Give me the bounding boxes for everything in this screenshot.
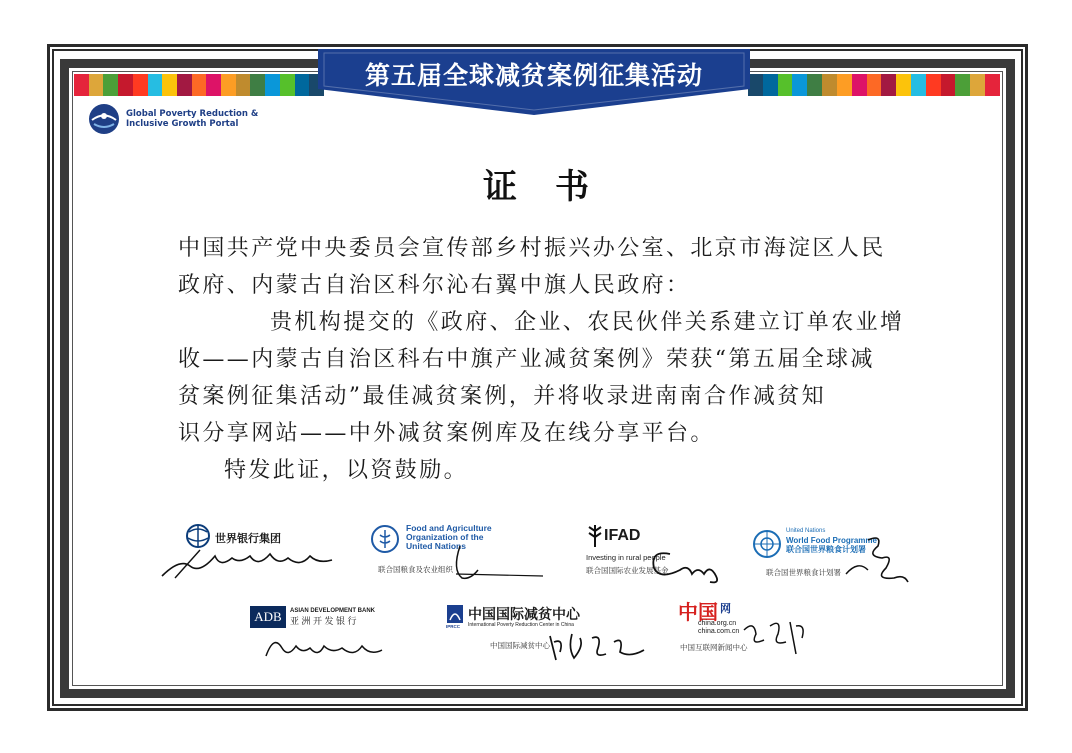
ifad-signature — [640, 540, 740, 585]
sdg-color-block — [792, 74, 807, 96]
sdg-color-block — [807, 74, 822, 96]
sdg-color-block — [133, 74, 148, 96]
adb-signature — [262, 628, 392, 664]
sdg-color-block — [74, 74, 89, 96]
sdg-color-block — [748, 74, 763, 96]
ifad-name: IFAD — [604, 527, 641, 544]
sdg-color-strip-left — [74, 74, 324, 96]
ifad-caption: 联合国国际农业发展基金 — [586, 566, 669, 575]
china-net-url1: china.org.cn — [698, 620, 737, 627]
sdg-color-block — [985, 74, 1000, 96]
fao-name-line2: Organization of the — [406, 532, 484, 542]
adb-name-line1: ASIAN DEVELOPMENT BANK — [290, 608, 376, 614]
ifad-tagline: Investing in rural people — [586, 553, 666, 562]
portal-name-line1: Global Poverty Reduction & — [126, 109, 259, 119]
recipient-line-2: 政府、内蒙古自治区科尔沁右翼中旗人民政府： — [178, 273, 691, 298]
sdg-color-block — [295, 74, 310, 96]
sdg-color-strip-right — [748, 74, 1000, 96]
world-bank-signature — [160, 538, 335, 583]
adb-abbr: ADB — [250, 606, 286, 628]
iprcc-abbr: IPRCC — [446, 624, 461, 629]
sdg-color-block — [236, 74, 251, 96]
wfp-caption: 联合国世界粮食计划署 — [766, 568, 841, 577]
sdg-color-block — [970, 74, 985, 96]
un-emblem-icon — [752, 529, 782, 559]
body-line-4: 识分享网站——中外减贫案例库及在线分享平台。 — [178, 421, 715, 446]
certificate-title: 证书 — [483, 167, 627, 207]
body-line-3: 贫案例征集活动”最佳减贫案例，并将收录进南南合作减贫知 — [178, 384, 827, 409]
sdg-color-block — [206, 74, 221, 96]
sdg-color-block — [89, 74, 104, 96]
sdg-color-block — [280, 74, 295, 96]
sdg-color-block — [148, 74, 163, 96]
sdg-color-block — [192, 74, 207, 96]
sdg-color-block — [250, 74, 265, 96]
sdg-color-block — [265, 74, 280, 96]
portal-name-line2: Inclusive Growth Portal — [126, 119, 239, 129]
china-net-url2: china.com.cn — [698, 628, 740, 635]
fao-emblem-icon — [370, 524, 400, 554]
sdg-color-block — [177, 74, 192, 96]
wfp-signature — [838, 530, 918, 590]
china-net-logo-suffix: 网 — [720, 603, 731, 615]
sdg-color-block — [941, 74, 956, 96]
sdg-color-block — [118, 74, 133, 96]
globe-hands-icon — [88, 103, 120, 135]
sdg-color-block — [911, 74, 926, 96]
sdg-color-block — [955, 74, 970, 96]
fao-signature — [448, 540, 548, 584]
sdg-color-block — [103, 74, 118, 96]
fao-name-line1: Food and Agriculture — [406, 523, 492, 533]
sdg-color-block — [763, 74, 778, 96]
sdg-color-block — [881, 74, 896, 96]
sdg-color-block — [852, 74, 867, 96]
china-net-logo-text: 中国 — [678, 602, 718, 624]
wfp-line1: United Nations — [786, 528, 826, 534]
china-net-signature — [740, 612, 810, 658]
portal-logo — [88, 103, 266, 135]
body-line-2: 收——内蒙古自治区科右中旗产业减贫案例》荣获“第五届全球减 — [178, 347, 875, 372]
china-net-caption: 中国互联网新闻中心 — [680, 643, 748, 652]
wfp-line3: 联合国世界粮食计划署 — [786, 545, 866, 554]
closing-line: 特发此证，以资鼓励。 — [224, 458, 469, 483]
adb-name-line2: 亚 洲 开 发 银 行 — [290, 616, 357, 626]
iprcc-caption: 中国国际减贫中心 — [490, 641, 550, 650]
world-bank-name: 世界银行集团 — [215, 533, 281, 545]
sdg-color-block — [162, 74, 177, 96]
sdg-color-block — [896, 74, 911, 96]
sdg-color-block — [926, 74, 941, 96]
sdg-color-block — [867, 74, 882, 96]
fao-caption: 联合国粮食及农业组织 — [378, 565, 453, 574]
sdg-color-block — [837, 74, 852, 96]
iprcc-sub: International Poverty Reduction Center in China — [468, 622, 574, 628]
wfp-line2: World Food Programme — [786, 536, 877, 545]
sdg-color-block — [822, 74, 837, 96]
fao-name-line3: United Nations — [406, 541, 466, 551]
iprcc-name: 中国国际减贫中心 — [468, 606, 580, 622]
sdg-color-block — [221, 74, 236, 96]
iprcc-signature — [544, 628, 654, 666]
body-line-1: 贵机构提交的《政府、企业、农民伙伴关系建立订单农业增 — [270, 310, 905, 335]
sdg-color-block — [778, 74, 793, 96]
ifad-wheat-icon — [586, 523, 604, 549]
recipient-line-1: 中国共产党中央委员会宣传部乡村振兴办公室、北京市海淀区人民 — [178, 236, 886, 261]
banner-title: 第五届全球减贫案例征集活动 — [364, 61, 703, 90]
recipient-block — [178, 230, 914, 489]
